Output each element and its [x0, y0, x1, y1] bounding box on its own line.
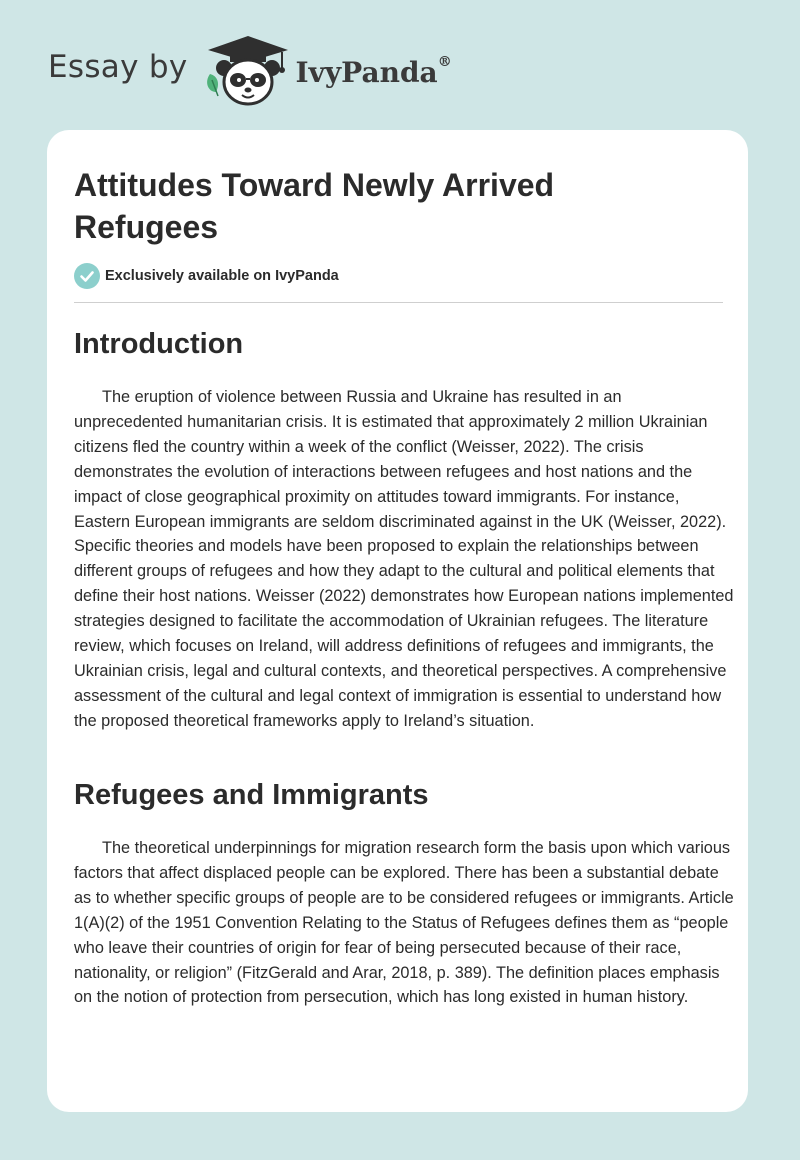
- essay-card: [47, 130, 748, 1112]
- check-circle-icon: [74, 263, 100, 289]
- section-heading-refugees-and-immigrants: Refugees and Immigrants: [74, 779, 429, 811]
- brand-name[interactable]: [295, 53, 452, 89]
- essay-by-label: Essay by: [48, 49, 188, 85]
- site-header: [48, 30, 548, 110]
- panda-graduate-icon[interactable]: [202, 30, 294, 110]
- section-paragraph-refugees-and-immigrants: The theoretical underpinnings for migration research form the basis upon which various factors that affect displaced people can be explored. There has been a substantial debate as to whether specific groups of people are to be considered refugees or immigrants. Article 1(A)(2) of the 1951 Convention Relating to the Status of Refugees defines them as “people who leave their countries of origin for fear of being persecuted because of their race, nationality, or religion” (FitzGerald and Arar, 2018, p. 389). The definition places emphasis on the notion of protection from persecution, which has long existed in human history.: [74, 839, 734, 1007]
- title-divider: [74, 302, 723, 303]
- essay-title: Attitudes Toward Newly Arrived Refugees: [74, 167, 555, 245]
- section-paragraph-introduction: The eruption of violence between Russia and Ukraine has resulted in an unprecedented humanitarian crisis. It is estimated that approximately 2 million Ukrainian citizens fled the country within a week of the conflict (Weisser, 2022). The crisis demonstrates the evolution of interactions between refugees and host nations and the impact of close geographical proximity on attitudes toward immigrants. For instance, Eastern European immigrants are seldom discriminated against in the UK (Weisser, 2022). Specific theories and models have been proposed to explain the relationships between different groups of refugees and how they adapt to the cultural and political elements that define their host nations. Weisser (2022) demonstrates how European nations implemented strategies designed to facilitate the accommodation of Ukrainian refugees. The literature review, which focuses on Ireland, will address definitions of refugees and immigrants, the Ukrainian crisis, legal and cultural contexts, and theoretical perspectives. A comprehensive assessment of the cultural and legal context of immigration is essential to understand how the proposed theoretical frameworks apply to Ireland’s situation.: [74, 388, 734, 730]
- registered-mark: ®: [437, 53, 452, 70]
- exclusive-label: Exclusively available on IvyPanda: [105, 268, 339, 284]
- section-heading-introduction: Introduction: [74, 328, 244, 360]
- brand-text: IvyPanda: [295, 55, 438, 89]
- exclusive-badge: [74, 263, 339, 289]
